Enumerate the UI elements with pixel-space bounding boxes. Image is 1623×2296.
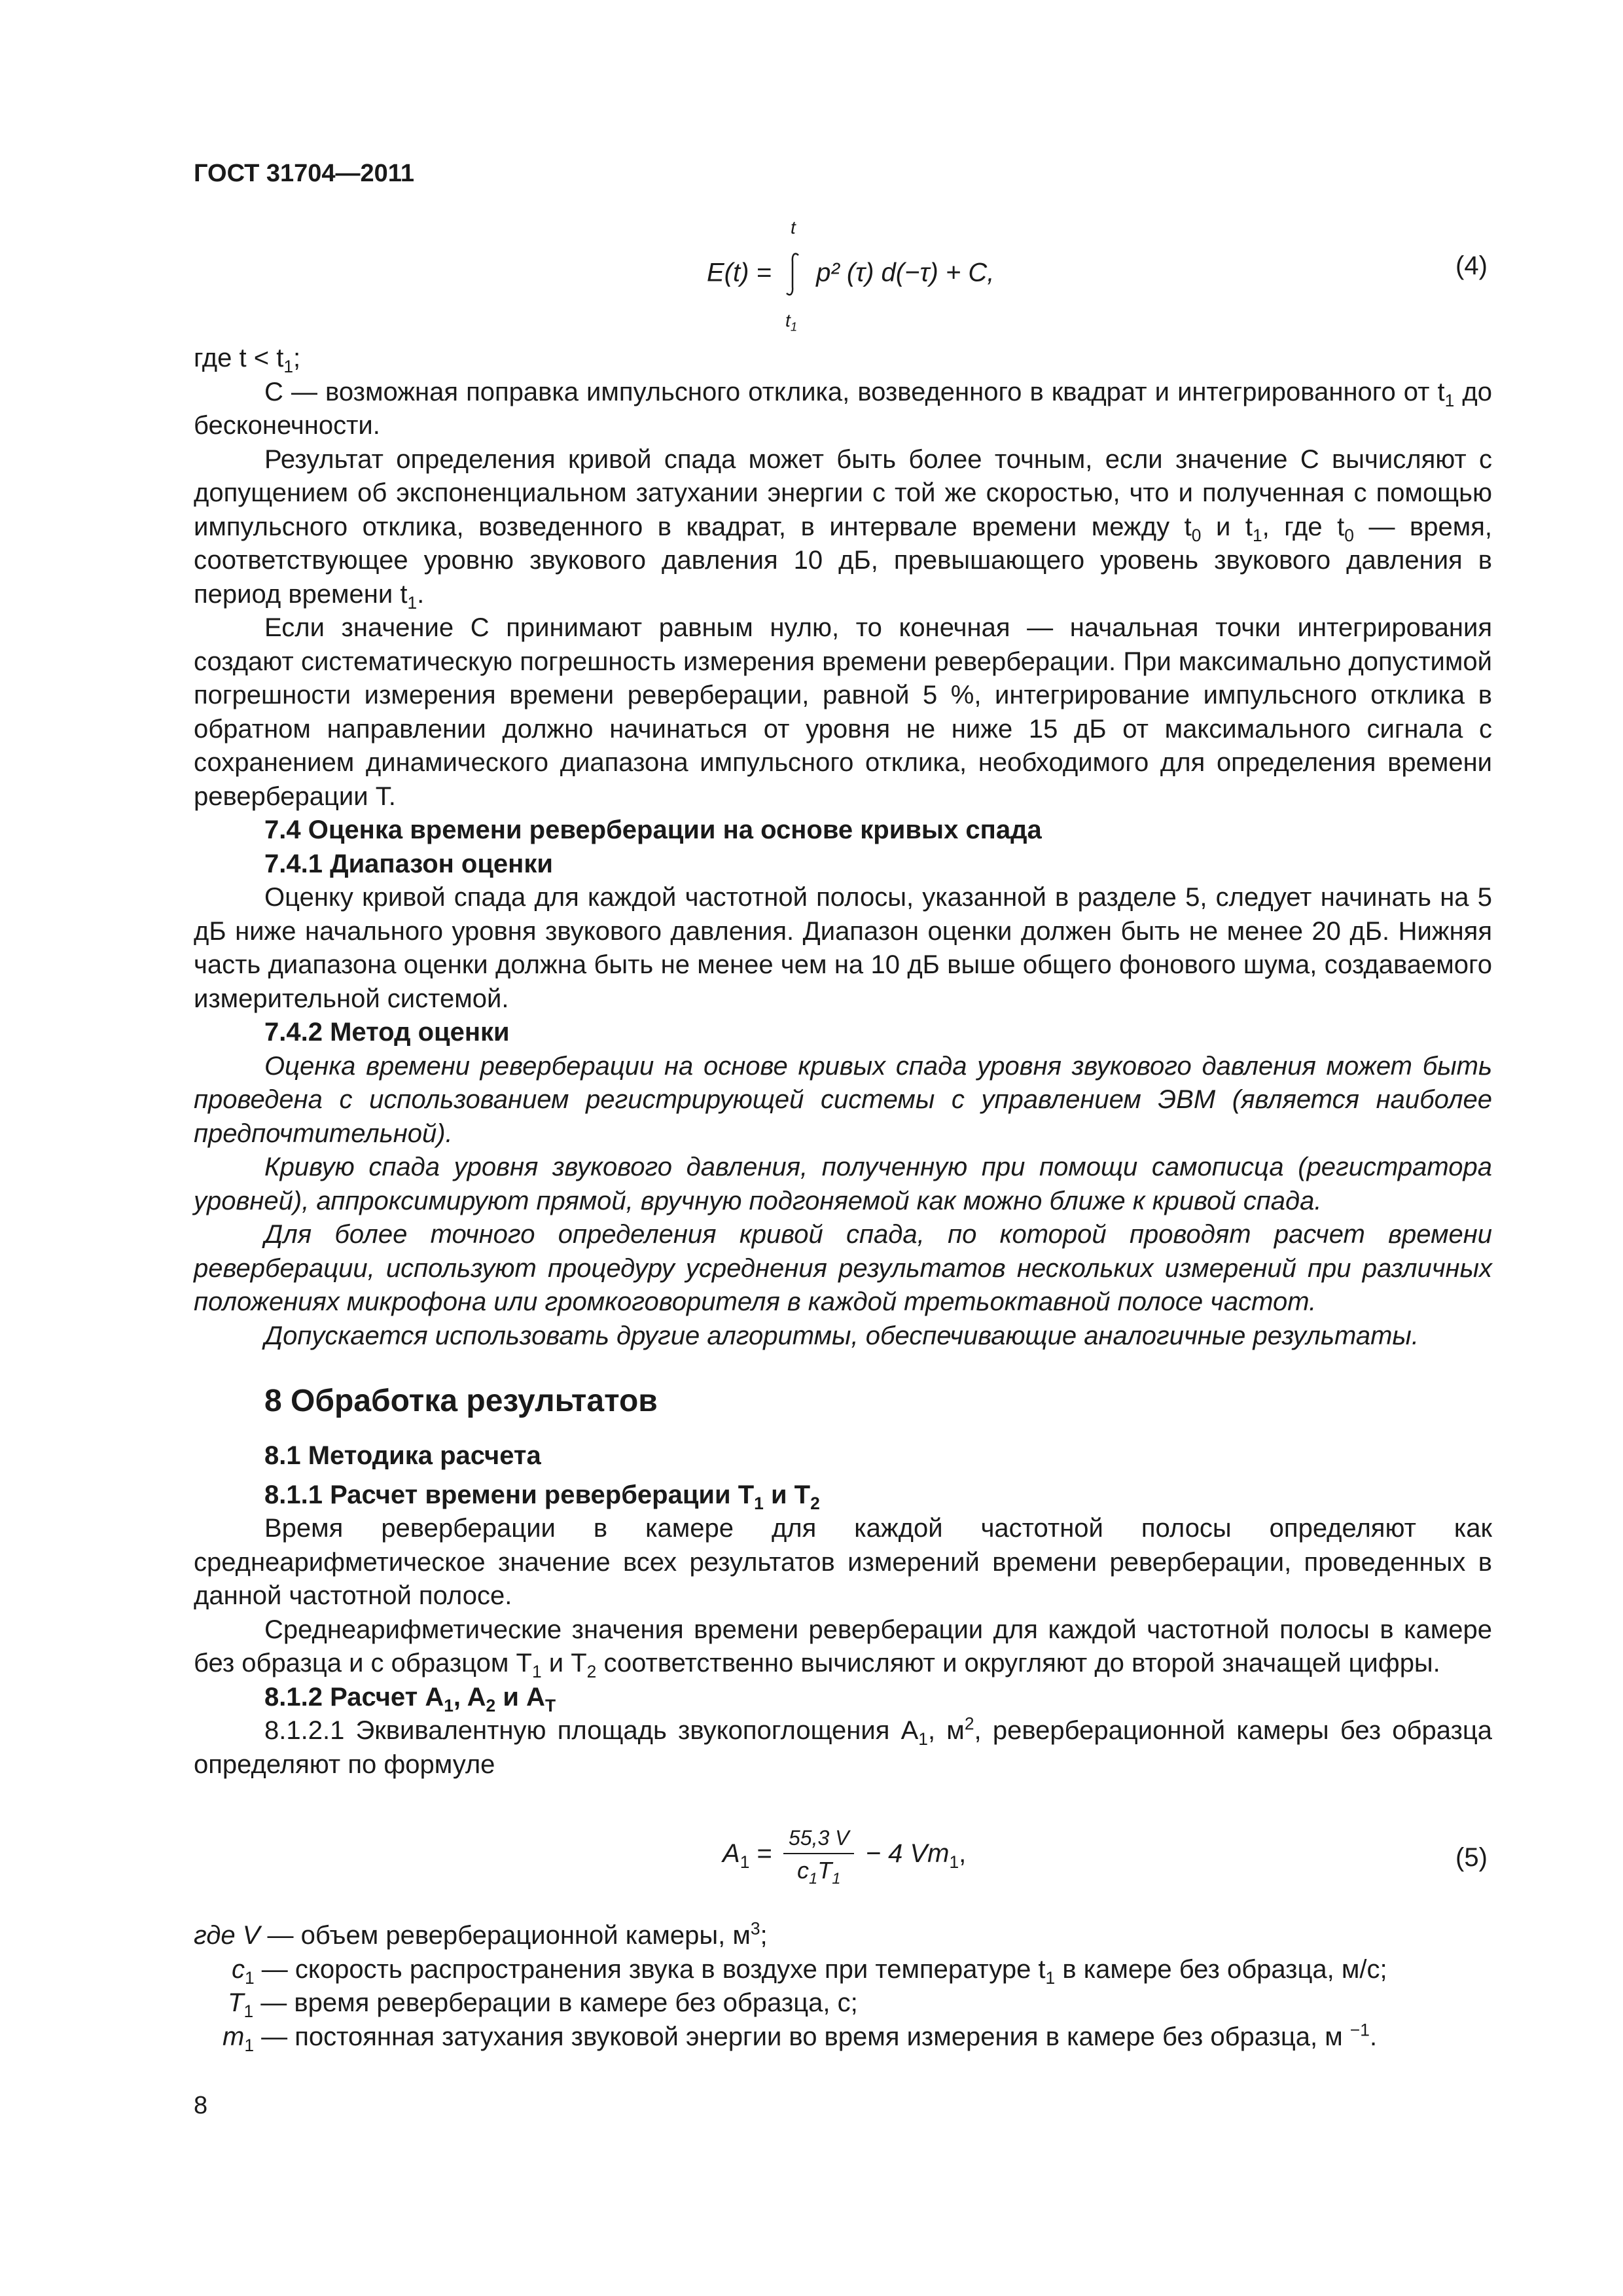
paragraph-8-1-2-1: 8.1.2.1 Эквивалентную площадь звукопоглощения $A_1$, $м^2$, реверберационной камеры без образца определяют по формуле xyxy=(194,1713,1492,1779)
eq4-upper-limit: t xyxy=(791,217,796,238)
page-number: 8 xyxy=(194,2092,208,2119)
eq5-fraction: $\frac{55,3 V}{c_1T_1}$ xyxy=(783,1826,855,1884)
equation-5-number: (5) xyxy=(1455,1843,1488,1872)
section-7-4-heading: 7.4 Оценка времени реверберации на основе кривых спада xyxy=(264,816,1042,844)
italic-paragraph-4: Допускается использовать другие алгоритмы, обеспечивающие аналогичные результаты. xyxy=(264,1321,1419,1350)
section-7-4-2-heading: 7.4.2 Метод оценки xyxy=(264,1018,510,1047)
integral-sign-icon xyxy=(783,217,805,334)
where-v: где V — объем реверберационной камеры, $м^3$; xyxy=(194,1918,768,1950)
document-header: ГОСТ 31704—2011 xyxy=(194,160,414,187)
section-8-1-heading: 8.1 Методика расчета xyxy=(264,1441,541,1470)
eq4-body: p² (τ) d(−τ) + C, xyxy=(816,258,995,287)
chapter-8-heading: 8 Обработка результатов xyxy=(264,1384,658,1418)
paragraph-mean-value: Время реверберации в камере для каждой частотной полосы определяют как среднеарифметическое значение всех результатов измерений времени реверберации, проведенных в данной частотной полосе. xyxy=(194,1514,1492,1610)
paragraph-rounding: Среднеарифметические значения времени реверберации для каждой частотной полосы в камере без образца и с образцом $T_1$ и $T_2$ соответственно вычисляют и округляют до второй значащей цифры. xyxy=(194,1615,1492,1681)
where-clause-t: где $t < t_1$; xyxy=(194,344,301,376)
where-clause-c: C — возможная поправка импульсного отклика, возведенного в квадрат и интегрированного от $t_1$ до бесконечности. xyxy=(194,377,1493,440)
paragraph-approximation: Результат определения кривой спада может быть более точным, если значение C вычисляют с допущением об экспоненциальном затухании энергии с той же скоростью, что и полученная с помощью импульсного отклика, возведенного в квадрат, в интервале времени между $t_0$ и $t_1$, где $t_0$ — время, соответствующее уровню звукового давления 10 дБ, превышающего уровень звукового давления в период времени $t_1$. xyxy=(194,444,1493,613)
eq4-lower-limit: $t_1$ xyxy=(785,310,798,334)
equation-4 xyxy=(707,217,995,334)
paragraph-evaluation-range: Оценку кривой спада для каждой частотной полосы, указанной в разделе 5, следует начинать на 5 дБ ниже начального уровня звукового давления. Диапазон оценки должен быть не менее 20 дБ. Нижняя часть диапазона оценки должна быть не менее чем на 10 дБ выше общего фонового шума, создаваемого измерительной системой. xyxy=(194,883,1492,1013)
where-m1: $m_1$ — постоянная затухания звуковой энергии во время измерения в камере без образца, м $^{-1}$. xyxy=(223,2020,1378,2055)
italic-paragraph-1: Оценка времени реверберации на основе кривых спада уровня звукового давления может быть проведена с использованием регистрирующей системы с управлением ЭВМ (является наиболее предпочтительной). xyxy=(194,1051,1492,1148)
where-c1: $c_1$ — скорость распространения звука в воздухе при температуре $t_1$ в камере без образца, м/с; xyxy=(232,1954,1387,1988)
where-t1: $T_1$ — время реверберации в камере без образца, с; xyxy=(228,1988,858,2021)
italic-paragraph-3: Для более точного определения кривой спада, по которой проводят расчет времени реверберации, используют процедуру усреднения результатов нескольких измерений при различных положениях микрофона или громкоговорителя в каждой третьоктавной полосе частот. xyxy=(194,1220,1492,1316)
section-7-4-1-heading: 7.4.1 Диапазон оценки xyxy=(264,849,553,878)
paragraph-integration: Если значение C принимают равным нулю, то конечная — начальная точки интегрирования создают систематическую погрешность измерения времени реверберации. При максимально допустимой погрешности измерения времени реверберации, равной 5 %, интегрирование импульсного отклика в обратном направлении должно начинаться от уровня не ниже 15 дБ от максимального сигнала с сохранением динамического диапазона импульсного отклика, необходимого для определения времени реверберации T. xyxy=(194,613,1492,811)
where-list-eq5 xyxy=(194,1919,1492,2054)
italic-paragraph-2: Кривую спада уровня звукового давления, полученную при помощи самописца (регистратора уровней), аппроксимируют прямой, вручную подгоняемой как можно ближе к кривой спада. xyxy=(194,1153,1492,1215)
section-8-1-2-heading: 8.1.2 Расчет $A_1$, $A_2$ и $A_T$ xyxy=(264,1682,556,1715)
equation-5: $A_1$ = $\frac{55,3 V}{c_1T_1}$ − 4 $Vm_1$, xyxy=(722,1826,967,1888)
section-8-1-1-heading: 8.1.1 Расчет времени реверберации $T_1$ и $T_2$ xyxy=(264,1480,820,1513)
text-body xyxy=(194,342,1492,1782)
equation-4-number: (4) xyxy=(1455,251,1488,280)
eq4-lhs: E(t) = xyxy=(707,258,779,287)
